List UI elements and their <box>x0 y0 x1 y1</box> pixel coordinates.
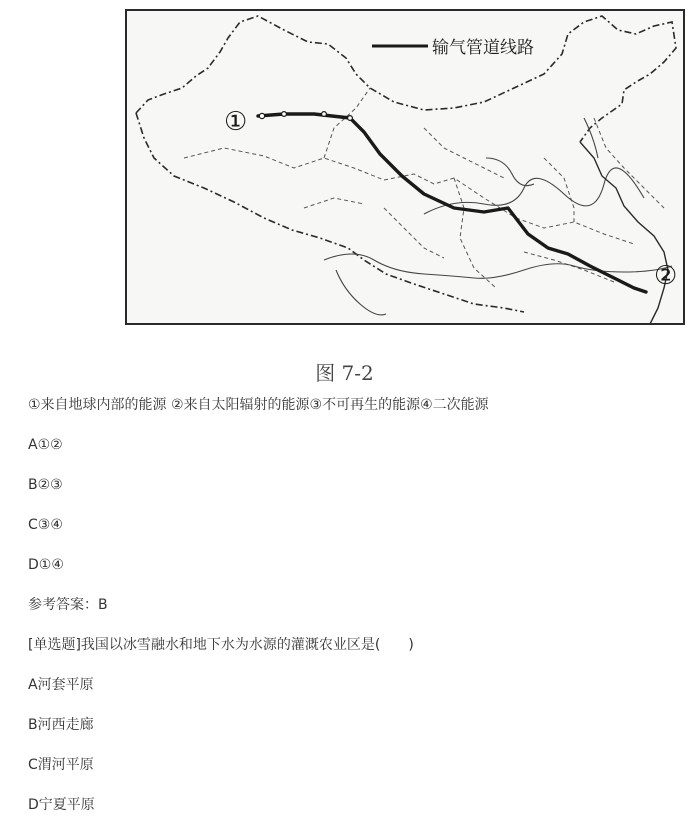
question2-option-c[interactable]: C渭河平原 <box>28 757 94 773</box>
question2-option-b[interactable]: B河西走廊 <box>28 717 94 733</box>
pipeline-start-marker: ① <box>224 107 248 137</box>
question1-option-a[interactable]: A①② <box>28 437 63 453</box>
question2-option-d[interactable]: D宁夏平原 <box>28 797 95 813</box>
question1-option-c[interactable]: C③④ <box>28 517 63 533</box>
pipeline-map <box>124 8 686 326</box>
question1-option-d[interactable]: D①④ <box>28 557 64 573</box>
question-statement: ①来自地球内部的能源 ②来自太阳辐射的能源③不可再生的能源④二次能源 <box>28 397 489 413</box>
pipeline-map-figure <box>124 8 686 326</box>
figure-caption: 图 7-2 <box>315 361 374 385</box>
legend-label: 输气管道线路 <box>432 38 534 58</box>
question1-option-b[interactable]: B②③ <box>28 477 63 493</box>
question2-option-a[interactable]: A河套平原 <box>28 677 94 693</box>
question2-stem: [单选题]我国以冰雪融水和地下水为水源的灌溉农业区是( ) <box>28 637 414 653</box>
reference-answer: 参考答案：B <box>28 597 108 613</box>
pipeline-end-marker: ② <box>654 261 678 291</box>
